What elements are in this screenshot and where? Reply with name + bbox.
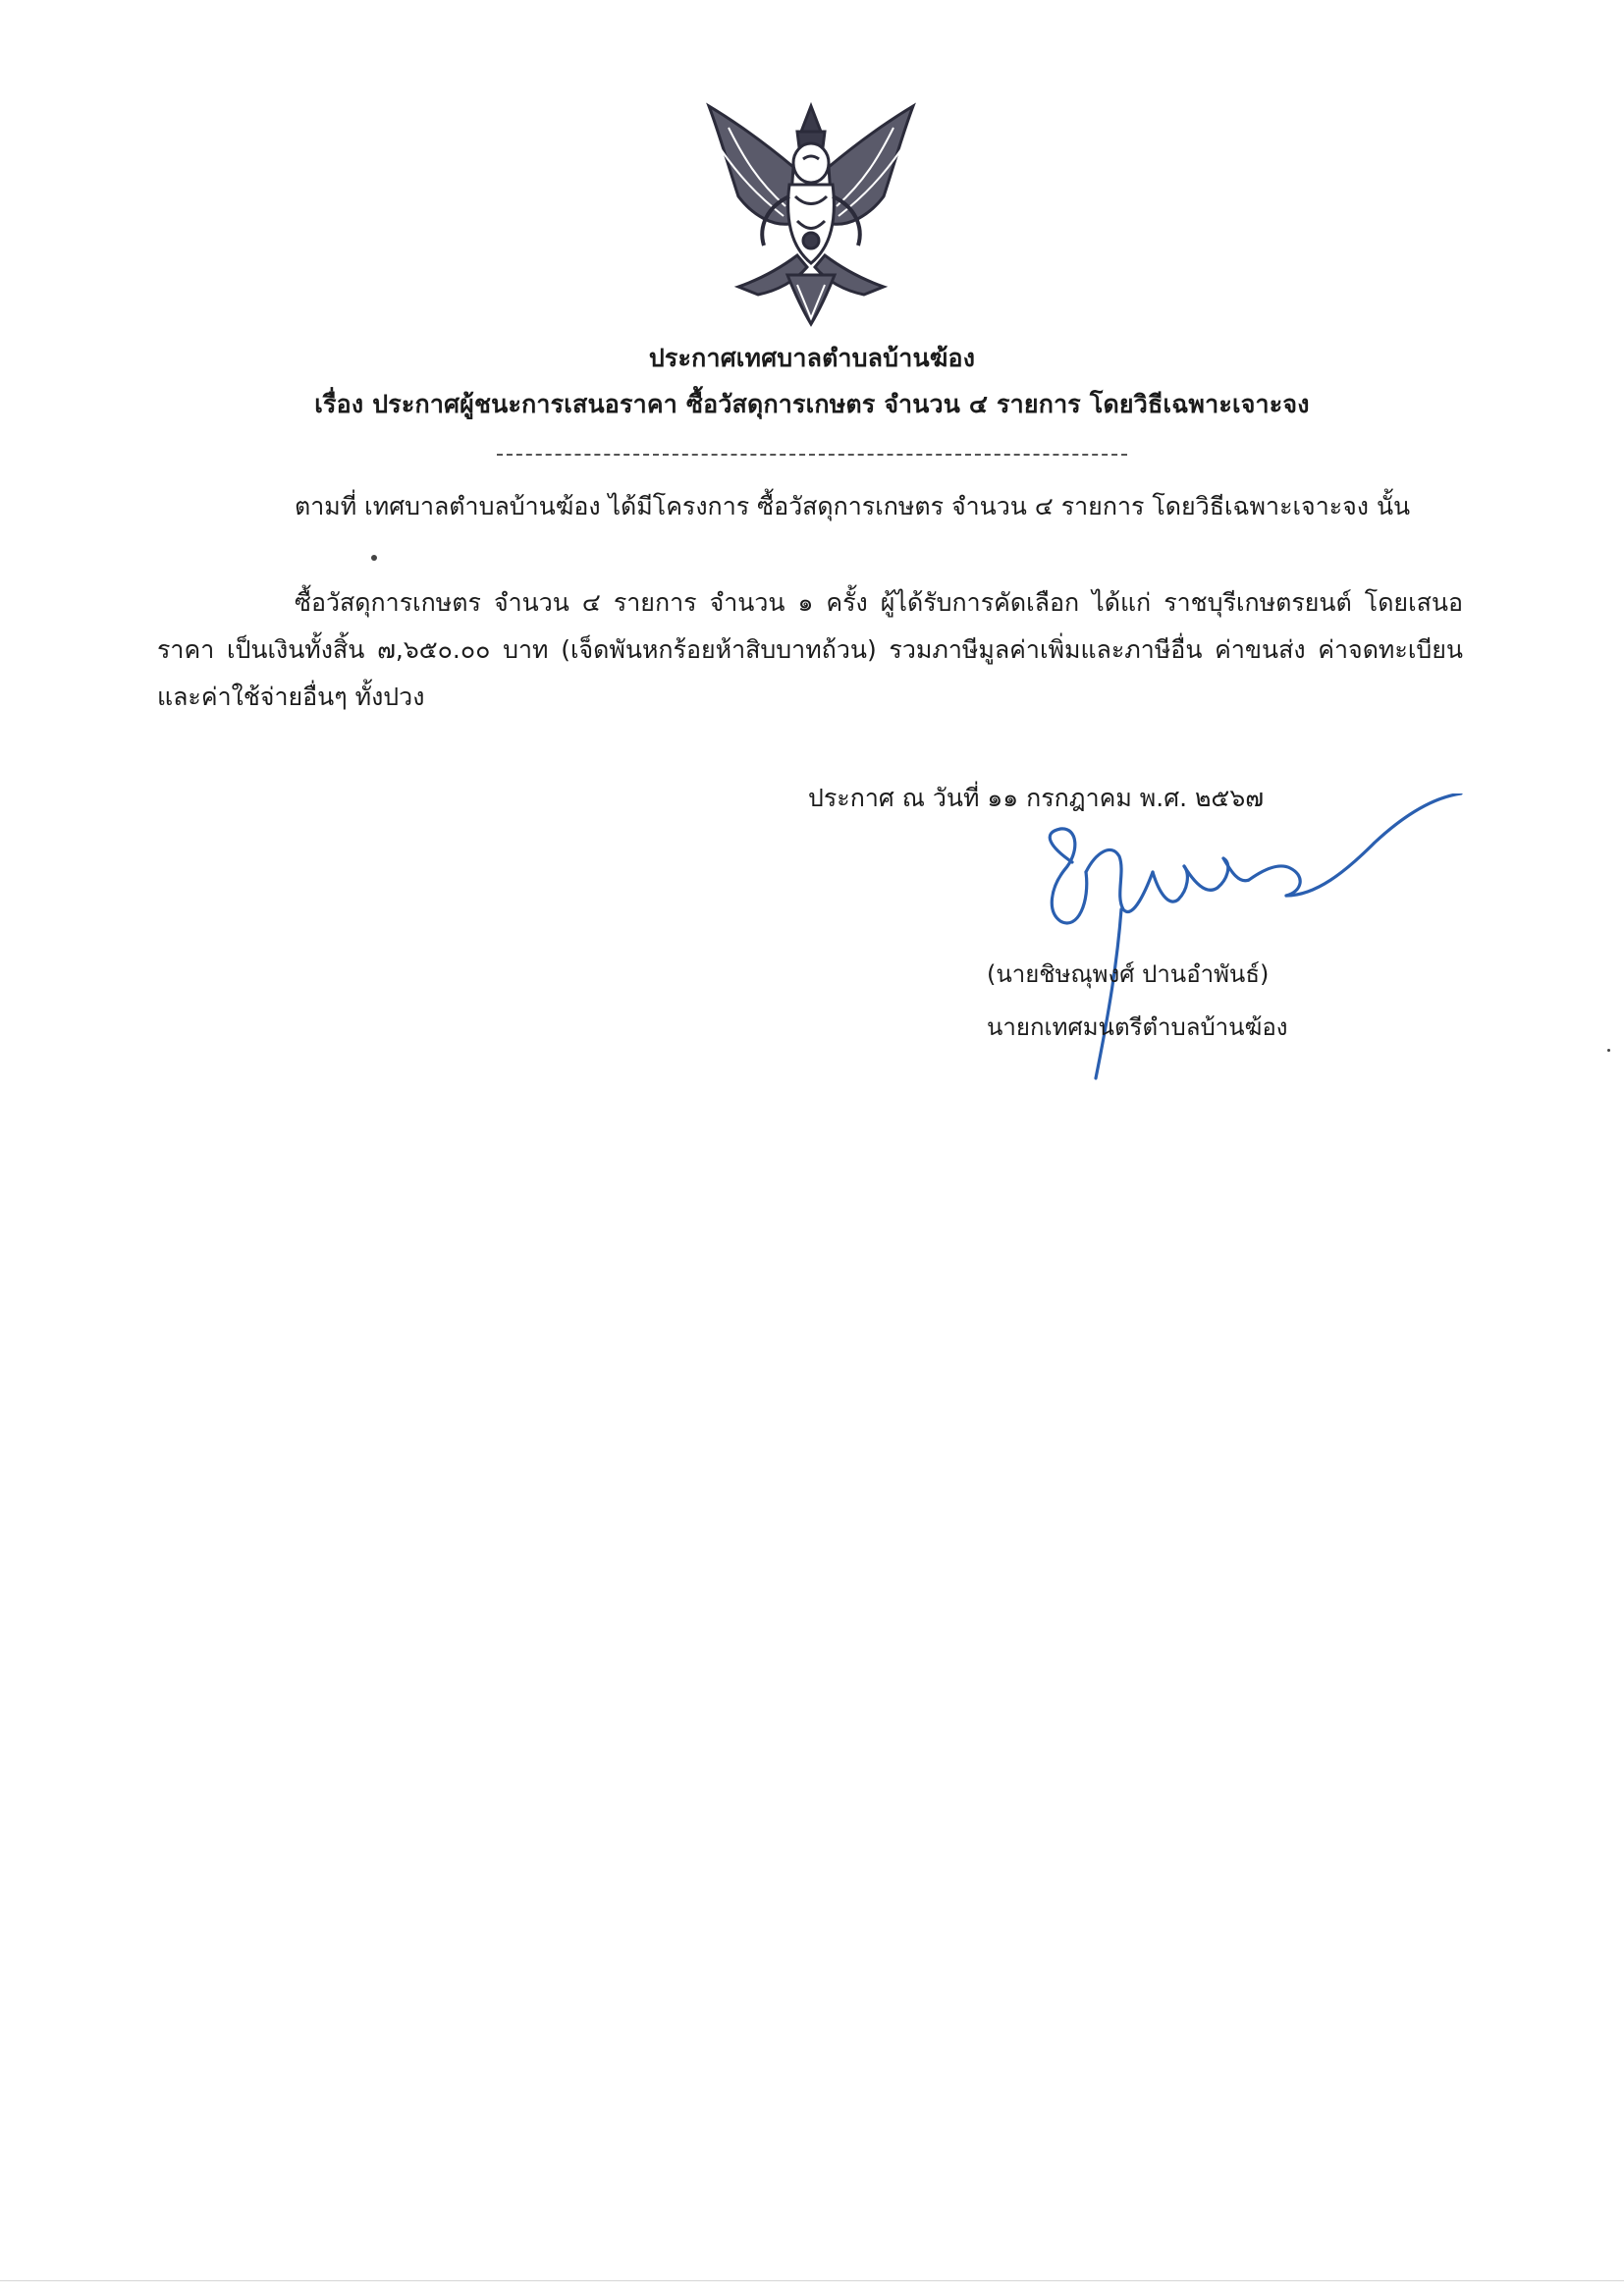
body-paragraph-2: ซื้อวัสดุการเกษตร จำนวน ๔ รายการ จำนวน ๑ ครั้ง ผู้ได้รับการคัดเลือก ได้แก่ ราชบุรีเกษตรยนต์ โดยเสนอราคา เป็นเงินทั้งสิ้น ๗,๖๕๐.๐๐ บาท (เจ็ดพันหกร้อยห้าสิบบาทถ้วน) รวมภาษีมูลค่าเพิ่มและภาษีอื่น ค่าขนส่ง ค่าจดทะเบียน และค่าใช้จ่ายอื่นๆ ทั้งปวง (157, 588, 1463, 711)
signer-position: นายกเทศมนตรีตำบลบ้านฆ้อง (987, 1013, 1288, 1041)
scan-speck (371, 555, 377, 561)
announcement-title: ประกาศเทศบาลตำบลบ้านฆ้อง (648, 344, 976, 372)
header-divider (497, 454, 1127, 456)
garuda-emblem-icon (699, 98, 923, 329)
announcement-subject: เรื่อง ประกาศผู้ชนะการเสนอราคา ซื้อวัสดุการเกษตร จำนวน ๔ รายการ โดยวิธีเฉพาะเจาะจง (314, 390, 1310, 418)
signer-name: (นายชิษณุพงศ์ ปานอำพันธ์) (987, 960, 1270, 988)
scan-speck (1607, 1049, 1610, 1052)
scan-edge-line (0, 2280, 1624, 2281)
announcement-date: ประกาศ ณ วันที่ ๑๑ กรกฎาคม พ.ศ. ๒๕๖๗ (808, 784, 1265, 812)
body-paragraph-1: ตามที่ เทศบาลตำบลบ้านฆ้อง ได้มีโครงการ ซื้อวัสดุการเกษตร จำนวน ๔ รายการ โดยวิธีเฉพาะเจาะจง นั้น (295, 492, 1411, 520)
